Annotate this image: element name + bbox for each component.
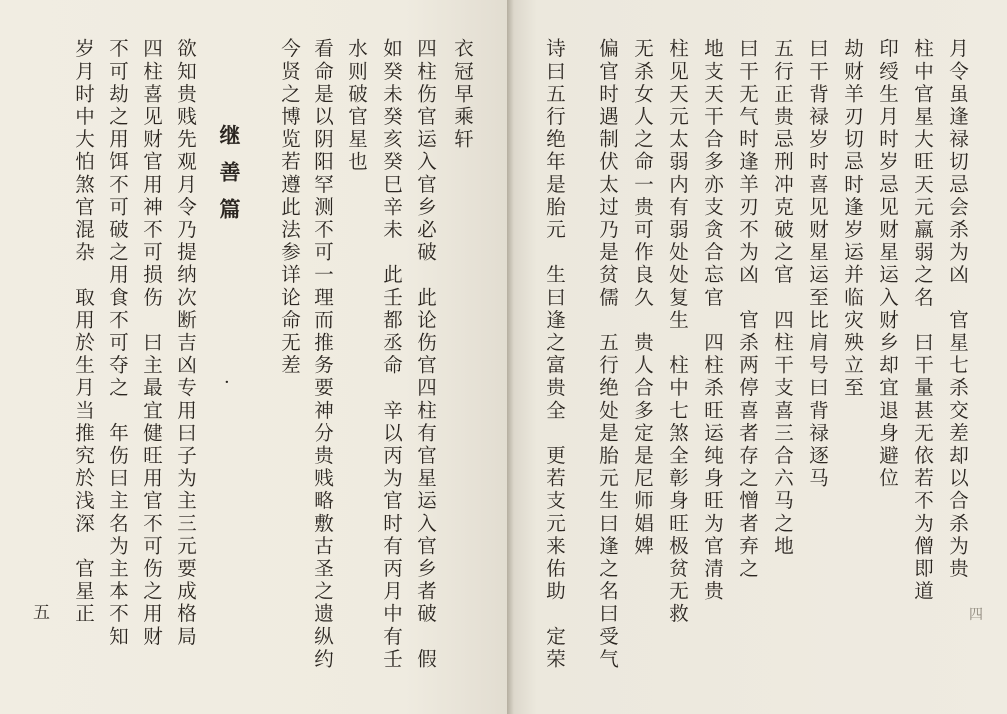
text-column: 诗曰五行绝年是胎元 生曰逢之富贵全 更若支元来佑助 定荣: [543, 38, 566, 671]
text-column: 如癸未癸亥癸巳辛未 此壬都丞命 辛以丙为官时有丙月中有壬: [380, 38, 403, 671]
right-page: [507, 0, 1007, 714]
text-column: 四柱伤官运入官乡必破 此论伤官四柱有官星运入官乡者破 假: [414, 38, 437, 671]
text-column: 劫财羊刃切忌时逢岁运并临灾殃立至: [841, 38, 864, 400]
text-column: 无杀女人之命一贵可作良久 贵人合多定是尼师娼婢: [631, 38, 654, 558]
text-column: 衣冠早乘轩: [451, 38, 474, 151]
text-column: 柱见天元太弱内有弱处处复生 柱中七煞全彰身旺极贫无救: [666, 38, 689, 626]
text-column: 偏官时遇制伏太过乃是贫儒 五行绝处是胎元生曰逢之名曰受气: [596, 38, 619, 671]
text-column: 五行正贵忌刑冲克破之官 四柱干支喜三合六马之地: [771, 38, 794, 558]
text-column: 柱中官星大旺天元羸弱之名 曰干量甚无依若不为僧即道: [911, 38, 934, 603]
text-column: 欲知贵贱先观月令乃提纳次断吉凶专用曰子为主三元要成格局: [174, 38, 197, 649]
text-column: 看命是以阴阳罕测不可一理而推务要神分贵贱略敷古圣之遗纵约: [311, 38, 334, 671]
text-column: 地支天干合多亦支贪合忘官 四柱杀旺运纯身旺为官清贵: [701, 38, 724, 603]
text-column: 今贤之博览若遵此法参详论命无差: [278, 38, 301, 377]
text-column: 月令虽逢禄切忌会杀为凶 官星七杀交差却以合杀为贵: [946, 38, 969, 581]
page-number: 五: [33, 603, 50, 623]
text-column: 岁月时中大怕煞官混杂 取用於生月当推究於浅深 官星正: [72, 38, 95, 626]
punctuation-dot: ·: [224, 372, 230, 393]
section-heading: 继善篇: [217, 124, 242, 235]
text-column: 曰干背禄岁时喜见财星运至比肩号曰背禄逐马: [806, 38, 829, 490]
text-column: 曰干无气时逢羊刃不为凶 官杀两停喜者存之憎者弃之: [736, 38, 759, 581]
text-column: 水则破官星也: [345, 38, 368, 174]
page-number: 四: [969, 607, 983, 623]
text-column: 不可劫之用饵不可破之用食不可夺之 年伤曰主名为主本不知: [106, 38, 129, 649]
text-column: 印绶生月时岁忌见财星运入财乡却宜退身避位: [876, 38, 899, 490]
text-column: 四柱喜见财官用神不可损伤 曰主最宜健旺用官不可伤之用财: [140, 38, 163, 649]
